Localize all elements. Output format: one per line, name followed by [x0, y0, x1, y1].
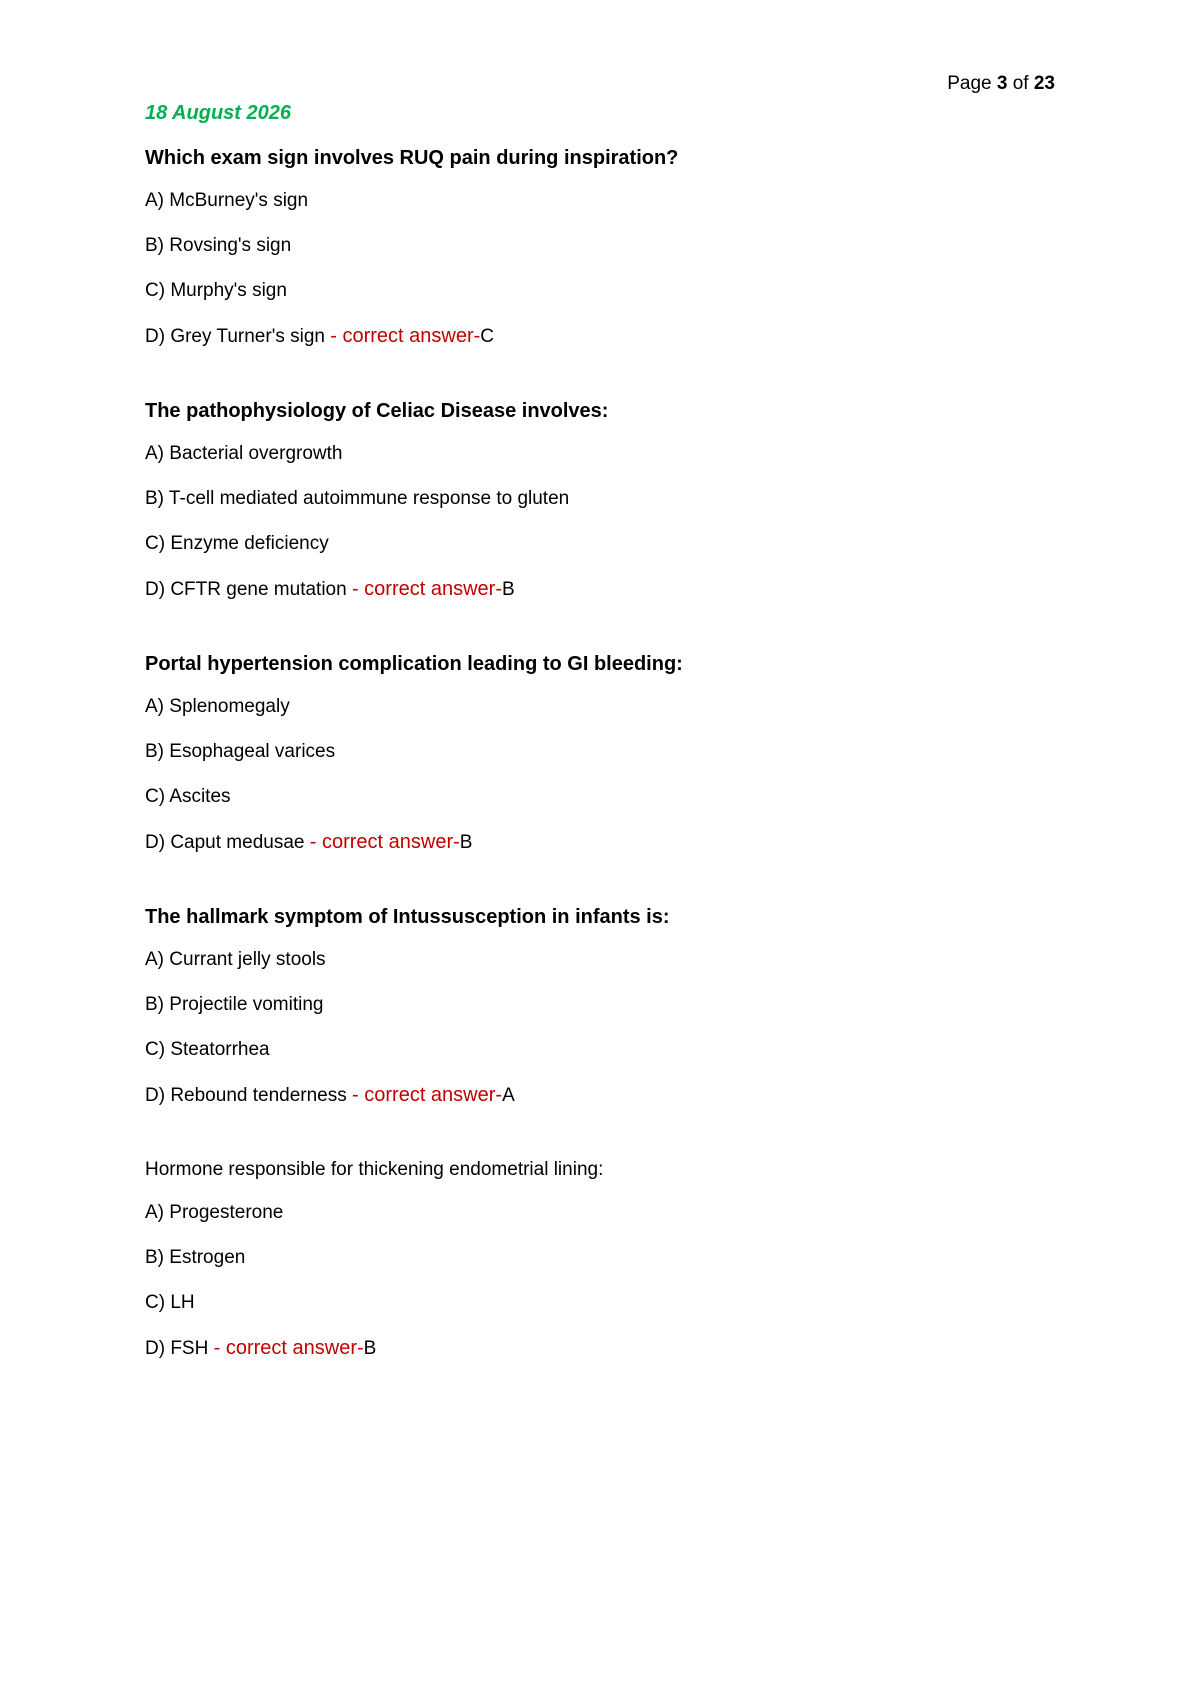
option-b: B) T-cell mediated autoimmune response to gluten	[145, 488, 570, 509]
correct-answer-marker: - correct answer-	[330, 325, 481, 347]
correct-answer-marker: - correct answer-	[309, 831, 460, 853]
option-a: A) Splenomegaly	[145, 696, 290, 717]
option-d	[145, 830, 1065, 855]
option-b: B) Projectile vomiting	[145, 994, 324, 1015]
option-d-text: D) Caput medusae	[145, 832, 305, 853]
page-of: of	[1012, 73, 1029, 94]
correct-answer-letter: B	[363, 1338, 377, 1359]
option-d	[145, 1083, 1065, 1108]
correct-answer-letter: A	[502, 1085, 515, 1106]
question-3	[145, 651, 1065, 855]
document-date: 18 August 2026	[145, 102, 291, 124]
option-d	[145, 1336, 1065, 1361]
question-text: The hallmark symptom of Intussusception in infants is:	[145, 906, 670, 928]
option-c: C) LH	[145, 1292, 195, 1313]
option-c: C) Murphy's sign	[145, 280, 287, 301]
correct-answer-marker: - correct answer-	[352, 1084, 503, 1106]
correct-answer-letter: B	[459, 832, 473, 853]
option-a: A) McBurney's sign	[145, 190, 309, 211]
option-a: A) Currant jelly stools	[145, 949, 326, 970]
page-number	[947, 72, 1055, 96]
question-text: Portal hypertension complication leading to GI bleeding:	[145, 653, 683, 675]
question-text: Which exam sign involves RUQ pain during inspiration?	[145, 147, 679, 169]
option-c: C) Enzyme deficiency	[145, 533, 329, 554]
option-b: B) Esophageal varices	[145, 741, 336, 762]
correct-answer-letter: C	[480, 326, 494, 347]
option-a: A) Progesterone	[145, 1202, 284, 1223]
question-5	[145, 1157, 1065, 1361]
correct-answer-letter: B	[502, 579, 515, 600]
option-d-text: D) Rebound tenderness	[145, 1085, 347, 1106]
option-c: C) Steatorrhea	[145, 1039, 270, 1060]
option-c: C) Ascites	[145, 786, 231, 807]
option-d-text: D) Grey Turner's sign	[145, 326, 325, 347]
option-d-text: D) FSH	[145, 1338, 209, 1359]
option-a: A) Bacterial overgrowth	[145, 443, 343, 464]
question-text: The pathophysiology of Celiac Disease involves:	[145, 400, 609, 422]
question-text: Hormone responsible for thickening endometrial lining:	[145, 1159, 604, 1180]
option-d-text: D) CFTR gene mutation	[145, 579, 347, 600]
option-d	[145, 577, 1065, 602]
question-2	[145, 398, 1065, 602]
page-word: Page	[947, 73, 992, 94]
page-current: 3	[996, 73, 1008, 94]
question-1	[145, 145, 1065, 349]
option-b: B) Rovsing's sign	[145, 235, 292, 256]
question-list	[145, 145, 1065, 1410]
option-d	[145, 324, 1065, 349]
correct-answer-marker: - correct answer-	[351, 578, 502, 600]
question-4	[145, 904, 1065, 1108]
option-b: B) Estrogen	[145, 1247, 246, 1268]
page-total: 23	[1033, 73, 1055, 94]
correct-answer-marker: - correct answer-	[213, 1337, 364, 1359]
